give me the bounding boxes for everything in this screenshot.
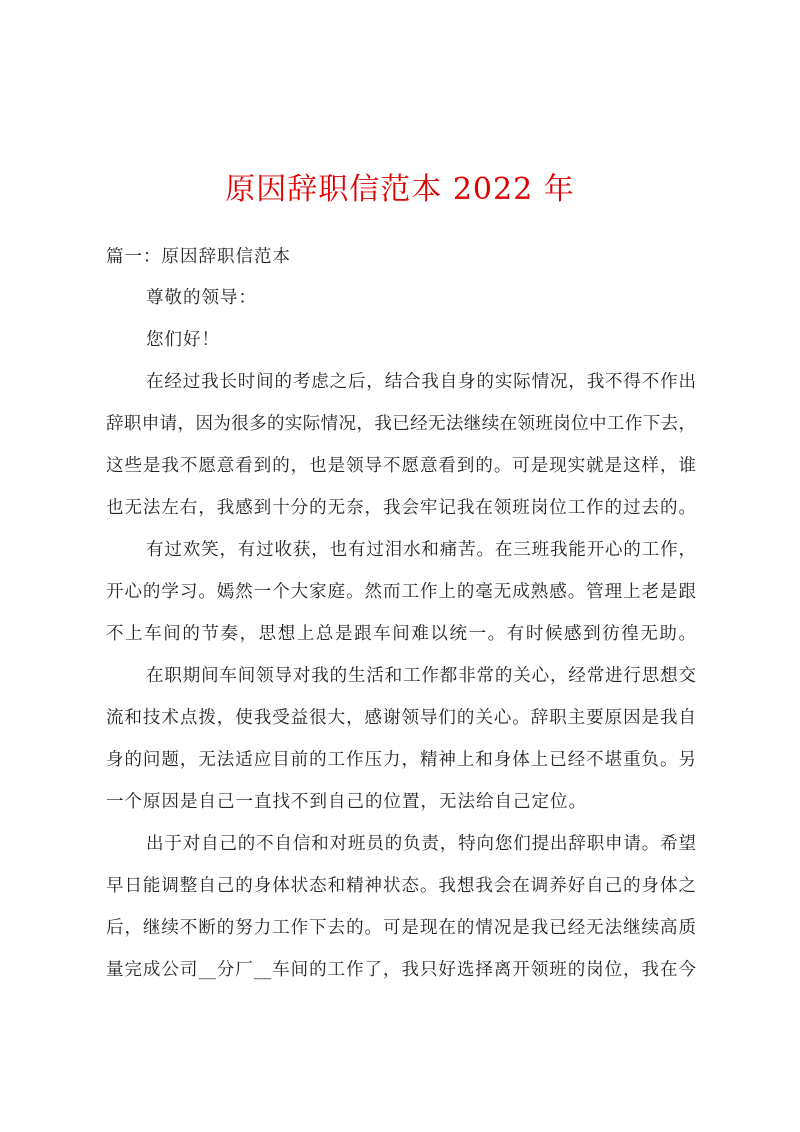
paragraph-2-line: 开心的学习。嫣然一个大家庭。然而工作上的毫无成熟感。管理上老是跟: [106, 582, 696, 602]
paragraph-1-line: 辞职申请，因为很多的实际情况，我已经无法继续在领班岗位中工作下去，: [106, 414, 696, 434]
paragraph-4-line: 早日能调整自己的身体状态和精神状态。我想我会在调养好自己的身体之: [106, 876, 696, 896]
paragraph-1-line: 在经过我长时间的考虑之后，结合我自身的实际情况，我不得不作出: [146, 372, 696, 392]
paragraph-2-line: 有过欢笑，有过收获，也有过泪水和痛苦。在三班我能开心的工作，: [146, 540, 696, 560]
paragraph-3-line: 身的问题，无法适应目前的工作压力，精神上和身体上已经不堪重负。另: [106, 750, 696, 770]
paragraph-4-line: 出于对自己的不自信和对班员的负责，特向您们提出辞职申请。希望: [146, 834, 696, 854]
paragraph-4-line: 量完成公司__分厂__车间的工作了，我只好选择离开领班的岗位，我在今: [106, 960, 696, 980]
paragraph-3-line: 一个原因是自己一直找不到自己的位置，无法给自己定位。: [106, 792, 587, 812]
paragraph-2-line: 不上车间的节奏，思想上总是跟车间难以统一。有时候感到彷徨无助。: [106, 624, 696, 644]
paragraph-1-line: 也无法左右，我感到十分的无奈，我会牢记我在领班岗位工作的过去的。: [106, 498, 696, 518]
paragraph-3-line: 流和技术点拨，使我受益很大，感谢领导们的关心。辞职主要原因是我自: [106, 708, 696, 728]
document-title: 原因辞职信范本 2022 年: [225, 172, 575, 207]
greeting-line: 尊敬的领导：: [146, 288, 257, 308]
hello-line: 您们好！: [146, 330, 220, 350]
paragraph-3-line: 在职期间车间领导对我的生活和工作都非常的关心，经常进行思想交: [146, 666, 696, 686]
paragraph-4-line: 后，继续不断的努力工作下去的。可是现在的情况是我已经无法继续高质: [106, 918, 696, 938]
section-heading: 篇一：原因辞职信范本: [106, 247, 291, 267]
paragraph-1-line: 这些是我不愿意看到的，也是领导不愿意看到的。可是现实就是这样，谁: [106, 456, 696, 476]
